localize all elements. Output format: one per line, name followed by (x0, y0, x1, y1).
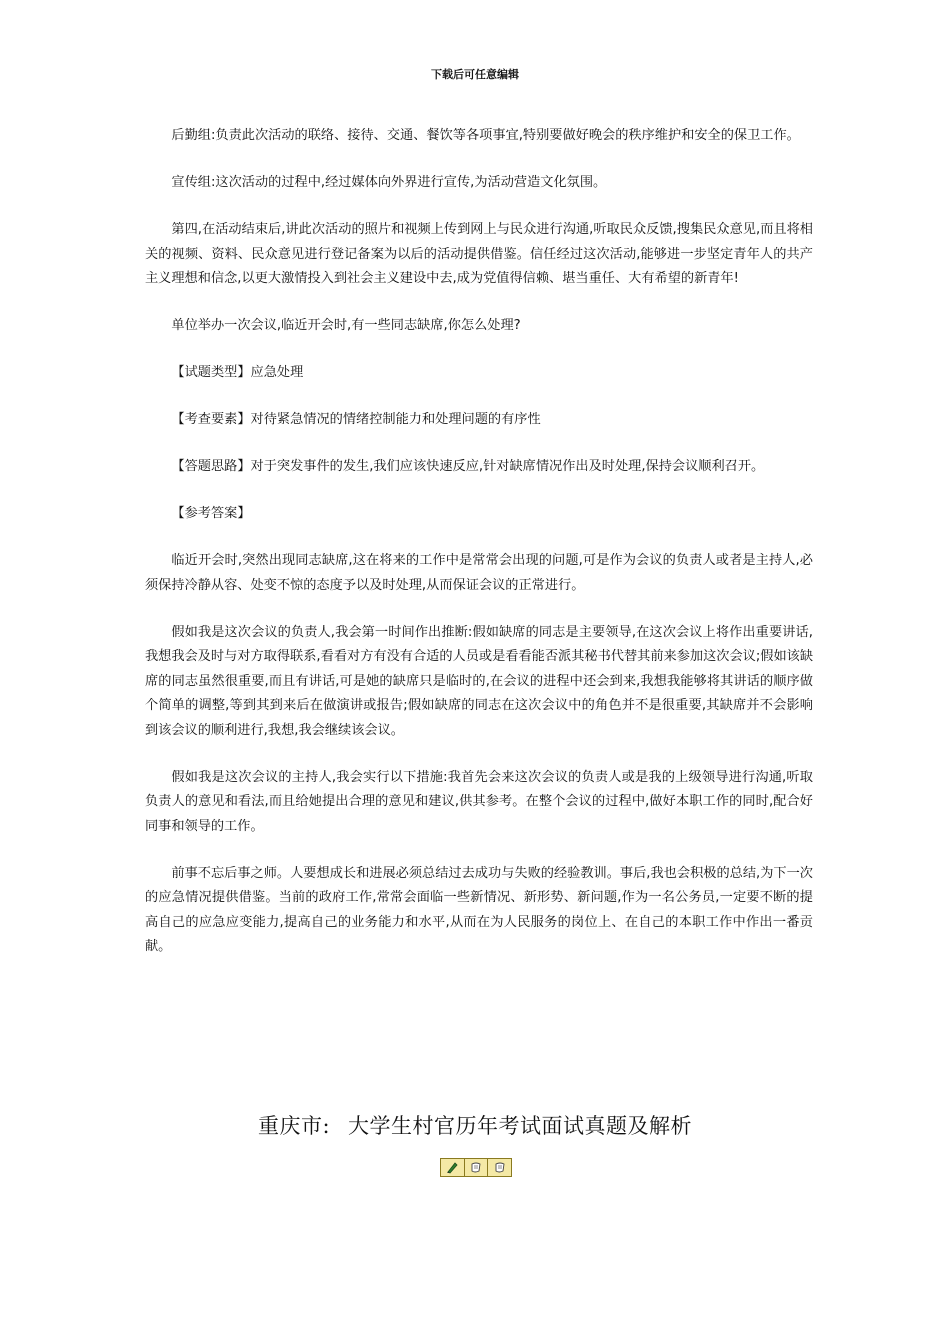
paragraph-publicity: 宣传组:这次活动的过程中,经过媒体向外界进行宣传,为活动营造文化氛围。 (171, 175, 607, 190)
question-type: 【试题类型】应急处理 (171, 365, 304, 380)
paragraph-logistics: 后勤组:负责此次活动的联络、接待、交通、餐饮等各项事宜,特别要做好晚会的秩序维护和安全的保卫工作。 (171, 128, 800, 143)
document-body (145, 124, 813, 982)
header-note: 下载后可任意编辑 (431, 68, 519, 81)
reference-answer-heading: 【参考答案】 (171, 506, 251, 521)
answer-paragraph-3: 假如我是这次会议的主持人,我会实行以下措施:我首先会来这次会议的负责人或是我的上级领导进行沟通,听取负责人的意见和看法,而且给她提出合理的意见和建议,供其参考。在整个会议的过程中,做好本职工作的同时,配合好同事和领导的工作。 (145, 769, 813, 834)
icon-toolbar (440, 1158, 512, 1177)
section-title (0, 1110, 950, 1140)
answer-paragraph-4: 前事不忘后事之师。人要想成长和进展必须总结过去成功与失败的经验教训。事后,我也会积极的总结,为下一次的应急情况提供借鉴。当前的政府工作,常常会面临一些新情况、新形势、新问题,作为一名公务员,一定要不断的提高自己的应急应变能力,提高自己的业务能力和水平,从而在为人民服务的岗位上、在自己的本职工作中作出一番贡献。 (145, 865, 813, 954)
answer-paragraph-2: 假如我是这次会议的负责人,我会第一时间作出推断:假如缺席的同志是主要领导,在这次会议上将作出重要讲话,我想我会及时与对方取得联系,看看对方有没有合适的人员或是看看能否派其秘书代替其前来参加这次会议;假如该缺席的同志虽然很重要,而且有讲话,可是她的缺席只是临时的,在会议的进程中还会到来,我想我能够将其讲话的顺序做个简单的调整,等到其到来后在做演讲或报告;假如缺席的同志在这次会议中的角色并不是很重要,其缺席并不会影响到该会议的顺利进行,我想,我会继续该会议。 (145, 624, 814, 738)
pencil-icon[interactable] (441, 1159, 465, 1176)
assessment-elements: 【考查要素】对待紧急情况的情绪控制能力和处理问题的有序性 (171, 412, 541, 427)
scroll-icon[interactable] (488, 1159, 511, 1176)
answer-paragraph-1: 临近开会时,突然出现同志缺席,这在将来的工作中是常常会出现的问题,可是作为会议的负责人或者是主持人,必须保持冷静从容、处变不惊的态度予以及时处理,从而保证会议的正常进行。 (145, 553, 813, 593)
scroll-icon[interactable] (465, 1159, 489, 1176)
paragraph-fourth: 第四,在活动结束后,讲此次活动的照片和视频上传到网上与民众进行沟通,听取民众反馈,搜集民众意见,而且将相关的视频、资料、民众意见进行登记备案为以后的活动提供借鉴。信任经过这次活动,能够进一步坚定青年人的共产主义理想和信念,以更大激情投入到社会主义建设中去,成为党值得信赖、堪当重任、大有希望的新青年! (145, 222, 813, 286)
answer-approach: 【答题思路】对于突发事件的发生,我们应该快速反应,针对缺席情况作出及时处理,保持会议顺利召开。 (171, 459, 765, 474)
title-city: 重庆市: (257, 1114, 331, 1138)
question-text: 单位举办一次会议,临近开会时,有一些同志缺席,你怎么处理? (171, 318, 521, 333)
title-text: 大学生村官历年考试面试真题及解析 (348, 1114, 693, 1138)
